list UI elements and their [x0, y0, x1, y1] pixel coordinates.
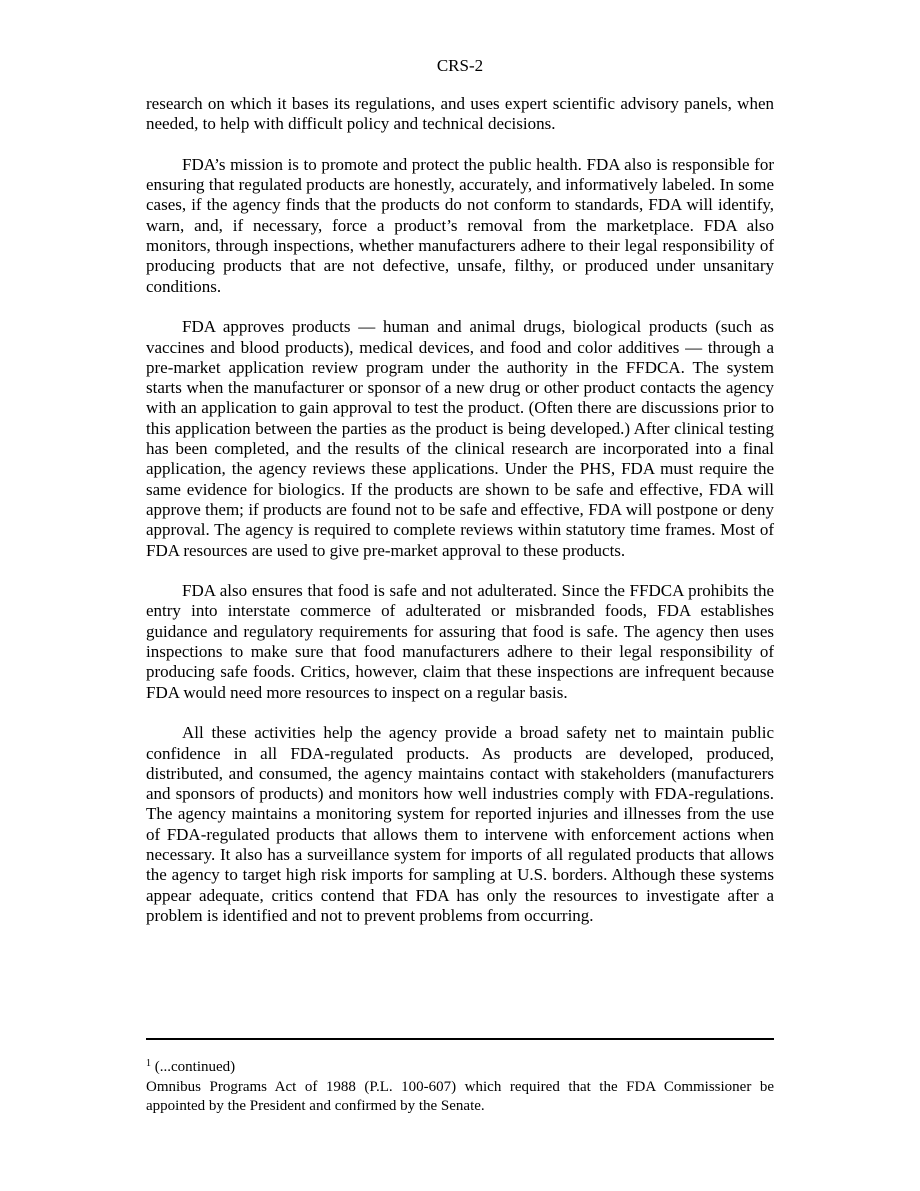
footnote-marker: 1 — [146, 1058, 151, 1069]
paragraph-product-approval: FDA approves products — human and animal drugs, biological products (such as vaccines and blood products), medical devices, and food and color additives — through a pre-market application review program under the authority in the FFDCA. The system starts when the manufacturer or sponsor of a new drug or other product contacts the agency with an application to gain approval to test the product. (Often there are discussions prior to this application between the parties as the product is being developed.) After clinical testing has been completed, and the results of the clinical research are incorporated into a final application, the agency reviews these applications. Under the PHS, FDA must require the same evidence for biologics. If the products are shown to be safe and effective, FDA will approve them; if products are found not to be safe and effective, FDA will postpone or deny approval. The agency is required to complete reviews within statutory time frames. Most of FDA resources are used to give pre-market approval to these products. — [146, 317, 774, 560]
paragraph-continued: research on which it bases its regulations, and uses expert scientific advisory panels, when needed, to help with difficult policy and technical decisions. — [146, 94, 774, 134]
footnote — [146, 1058, 774, 1117]
paragraph-fda-mission: FDA’s mission is to promote and protect the public health. FDA also is responsible for ensuring that regulated products are honestly, accurately, and informatively labeled. In some cases, if the agency finds that the products do not conform to standards, FDA will identify, warn, and, if necessary, force a product’s removal from the marketplace. FDA also monitors, through inspections, whether manufacturers adhere to their legal responsibility of producing products that are not defective, unsafe, filthy, or produced under unsanitary conditions. — [146, 154, 774, 296]
page-number: CRS-2 — [436, 56, 484, 75]
body-text — [146, 94, 774, 946]
footnote-divider — [146, 1038, 774, 1040]
footnote-text: Omnibus Programs Act of 1988 (P.L. 100-607) which required that the FDA Commissioner be appointed by the President and confirmed by the Senate. — [146, 1078, 774, 1114]
paragraph-food-safety: FDA also ensures that food is safe and not adulterated. Since the FFDCA prohibits the entry into interstate commerce of adulterated or misbranded foods, FDA establishes guidance and regulatory requirements for assuring that food is safe. The agency then uses inspections to make sure that food manufacturers adhere to their legal responsibility of producing safe foods. Critics, however, claim that these inspections are infrequent because FDA would need more resources to inspect on a regular basis. — [146, 581, 774, 702]
footnote-continued-line — [146, 1058, 774, 1078]
footnote-continued-label: (...continued) — [154, 1059, 236, 1075]
paragraph-safety-net: All these activities help the agency provide a broad safety net to maintain public confidence in all FDA-regulated products. As products are developed, produced, distributed, and consumed, the agency maintains contact with stakeholders (manufacturers and sponsors of products) and monitors how well industries comply with FDA-regulations. The agency maintains a monitoring system for reported injuries and illnesses from the use of FDA-regulated products that allows them to intervene with enforcement actions when necessary. It also has a surveillance system for imports of all regulated products that allows the agency to target high risk imports for sampling at U.S. borders. Although these systems appear adequate, critics contend that FDA has only the resources to investigate after a problem is identified and not to prevent problems from occurring. — [146, 723, 774, 925]
